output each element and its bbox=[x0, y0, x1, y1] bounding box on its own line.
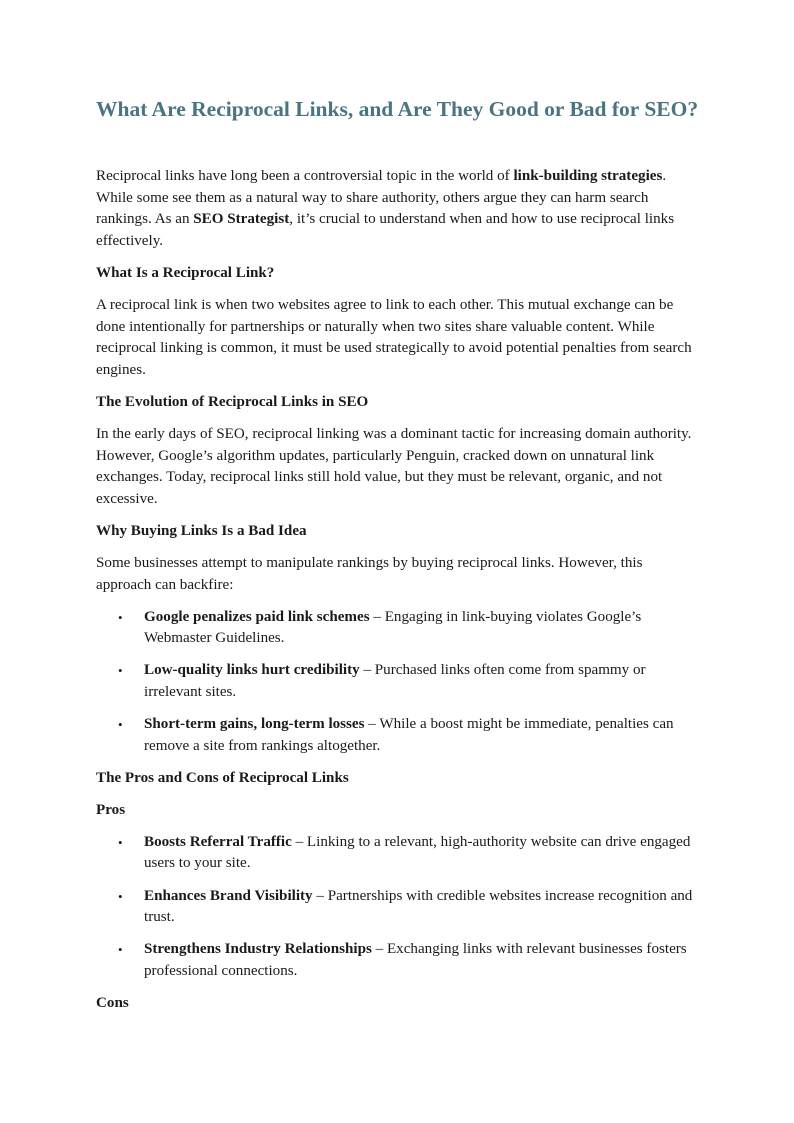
list-item bbox=[96, 607, 696, 650]
list-item-bold: Strengthens Industry Relationships bbox=[144, 941, 372, 958]
list-item-text: – Engaging in link-buying violates Google’s Webmaster Guidelines. bbox=[144, 608, 642, 647]
pros-heading: Pros bbox=[96, 801, 126, 818]
section-paragraph: A reciprocal link is when two websites agree to link to each other. This mutual exchange can be done intentionally for partnerships or naturally when two sites share valuable content. While reciprocal linking is common, it must be used strategically to avoid potential penalties from search engines. bbox=[96, 296, 692, 378]
bullet-icon: • bbox=[118, 609, 123, 625]
section-heading: Why Buying Links Is a Bad Idea bbox=[96, 522, 307, 539]
intro-text-3: , it’s crucial to understand when and how to use reciprocal links effectively. bbox=[96, 211, 675, 249]
bullet-icon: • bbox=[118, 663, 123, 679]
list-item bbox=[96, 660, 696, 703]
list-item-bold: Low-quality links hurt credibility bbox=[144, 662, 360, 679]
bullet-icon: • bbox=[118, 888, 123, 904]
list-item bbox=[96, 714, 696, 757]
list-item bbox=[96, 939, 696, 982]
page-title: What Are Reciprocal Links, and Are They Good or Bad for SEO? bbox=[96, 97, 699, 121]
bullet-icon: • bbox=[118, 834, 123, 850]
section-paragraph: Some businesses attempt to manipulate rankings by buying reciprocal links. However, this approach can backfire: bbox=[96, 554, 643, 593]
intro-paragraph bbox=[96, 166, 696, 252]
list-item-bold: Enhances Brand Visibility bbox=[144, 887, 313, 904]
list-item bbox=[96, 832, 696, 875]
document-body bbox=[96, 166, 696, 1025]
bad-idea-list bbox=[96, 607, 696, 758]
pros-list bbox=[96, 832, 696, 983]
intro-text-1: Reciprocal links have long been a controversial topic in the world of bbox=[96, 168, 514, 184]
section-paragraph: In the early days of SEO, reciprocal linking was a dominant tactic for increasing domain authority. However, Google’s algorithm updates, particularly Penguin, cracked down on unnatural link exchanges. Today, reciprocal links still hold value, but they must be relevant, organic, and not excessive. bbox=[96, 425, 692, 507]
section-heading: The Evolution of Reciprocal Links in SEO bbox=[96, 393, 369, 410]
intro-bold-2: SEO Strategist bbox=[193, 211, 290, 228]
cons-heading: Cons bbox=[96, 994, 129, 1011]
list-item-text: – While a boost might be immediate, penalties can remove a site from rankings altogether. bbox=[144, 715, 674, 754]
list-item-text: – Purchased links often come from spammy or irrelevant sites. bbox=[144, 662, 646, 700]
bullet-icon: • bbox=[118, 716, 123, 732]
list-item-text: – Exchanging links with relevant businesses fosters professional connections. bbox=[144, 941, 687, 979]
intro-text-2: . While some see them as a natural way to share authority, others argue they can harm search rankings. As an bbox=[96, 168, 667, 228]
list-item-bold: Short-term gains, long-term losses bbox=[144, 715, 365, 732]
section-heading: The Pros and Cons of Reciprocal Links bbox=[96, 769, 349, 786]
list-item-text: – Linking to a relevant, high-authority website can drive engaged users to your site. bbox=[144, 833, 691, 872]
list-item-bold: Boosts Referral Traffic bbox=[144, 833, 292, 850]
bullet-icon: • bbox=[118, 942, 123, 958]
list-item bbox=[96, 886, 696, 929]
list-item-bold: Google penalizes paid link schemes bbox=[144, 608, 370, 625]
list-item-text: – Partnerships with credible websites increase recognition and trust. bbox=[144, 887, 693, 926]
intro-bold-1: link-building strategies bbox=[513, 168, 663, 184]
section-heading: What Is a Reciprocal Link? bbox=[96, 264, 275, 281]
